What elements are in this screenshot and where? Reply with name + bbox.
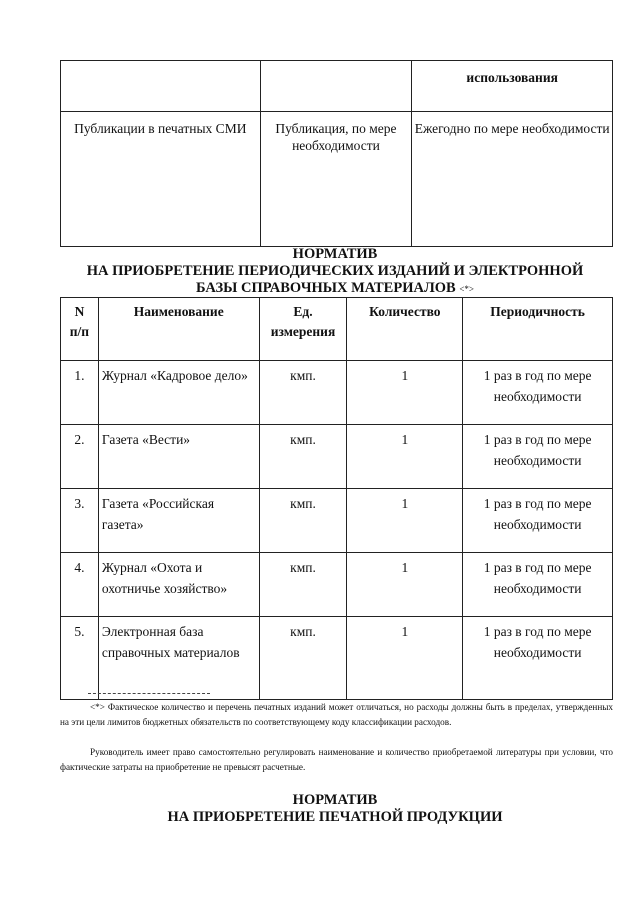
row-unit: кмп. bbox=[259, 489, 347, 553]
table-row bbox=[61, 425, 613, 489]
row-period: 1 раз в год по мере необходимости bbox=[463, 617, 613, 700]
header-qty: Количество bbox=[347, 298, 463, 361]
row-qty: 1 bbox=[347, 361, 463, 425]
section-heading-printed-products bbox=[40, 792, 630, 826]
heading-title: НОРМАТИВ bbox=[292, 792, 378, 808]
header-period: Периодичность bbox=[463, 298, 613, 361]
row-qty: 1 bbox=[347, 425, 463, 489]
section-heading-periodicals bbox=[40, 246, 630, 298]
top-table-header-cell-1 bbox=[61, 61, 261, 112]
footnote-1: <*> Фактическое количество и перечень печатных изданий может отличаться, но расходы должны быть в пределах, утвержденных на эти цели лимитов бюджетных обязательств по соответствующему коду классификации расходов. bbox=[60, 702, 613, 727]
row-unit: кмп. bbox=[259, 425, 347, 489]
header-num-line2: п/п bbox=[69, 324, 90, 339]
top-table-cell-publication-type: Публикации в печатных СМИ bbox=[61, 112, 261, 247]
row-name: Газета «Российская газета» bbox=[98, 489, 259, 553]
header-unit bbox=[259, 298, 347, 361]
row-qty: 1 bbox=[347, 553, 463, 617]
row-name: Журнал «Кадровое дело» bbox=[98, 361, 259, 425]
row-unit: кмп. bbox=[259, 361, 347, 425]
heading-subtitle-line-2 bbox=[40, 280, 630, 298]
header-unit-line1: Ед. bbox=[293, 304, 313, 319]
top-table-header-row bbox=[61, 61, 613, 112]
top-table-header-continuation: использования bbox=[412, 61, 613, 112]
table-header-row bbox=[61, 298, 613, 361]
heading-subtitle-line: НА ПРИОБРЕТЕНИЕ ПЕЧАТНОЙ ПРОДУКЦИИ bbox=[167, 809, 503, 825]
table-row bbox=[61, 617, 613, 700]
table-row bbox=[61, 489, 613, 553]
row-period: 1 раз в год по мере необходимости bbox=[463, 553, 613, 617]
footnote-separator bbox=[88, 693, 210, 694]
row-period: 1 раз в год по мере необходимости bbox=[463, 489, 613, 553]
row-name: Журнал «Охота и охотничье хозяйство» bbox=[98, 553, 259, 617]
row-num: 4. bbox=[61, 553, 99, 617]
top-table-cell-publication-mode: Публикация, по мере необходимости bbox=[260, 112, 412, 247]
footnote-marker: <*> bbox=[459, 284, 474, 294]
top-table bbox=[60, 60, 613, 247]
top-table-header-cell-2 bbox=[260, 61, 412, 112]
row-period: 1 раз в год по мере необходимости bbox=[463, 361, 613, 425]
row-qty: 1 bbox=[347, 489, 463, 553]
footnote-2: Руководитель имеет право самостоятельно регулировать наименование и количество приобретаемой литературы при условии, что фактические затраты на приобретение не превысят расчетные. bbox=[60, 747, 613, 772]
header-name: Наименование bbox=[98, 298, 259, 361]
top-table-cell-frequency: Ежегодно по мере необходимости bbox=[412, 112, 613, 247]
row-qty: 1 bbox=[347, 617, 463, 700]
header-unit-line2: измерения bbox=[270, 324, 336, 339]
table-row bbox=[61, 553, 613, 617]
row-unit: кмп. bbox=[259, 553, 347, 617]
top-table-row bbox=[61, 112, 613, 247]
heading-subtitle-line: НА ПРИОБРЕТЕНИЕ ПЕРИОДИЧЕСКИХ ИЗДАНИЙ И ЭЛЕКТРОННОЙ bbox=[86, 263, 584, 279]
row-period: 1 раз в год по мере необходимости bbox=[463, 425, 613, 489]
heading-subtitle-text: БАЗЫ СПРАВОЧНЫХ МАТЕРИАЛОВ bbox=[196, 280, 456, 296]
row-num: 3. bbox=[61, 489, 99, 553]
row-num: 5. bbox=[61, 617, 99, 700]
norm-table-periodicals bbox=[60, 297, 613, 700]
header-num-line1: N bbox=[74, 304, 85, 319]
row-name: Электронная база справочных материалов bbox=[98, 617, 259, 700]
heading-title: НОРМАТИВ bbox=[292, 246, 378, 262]
row-name: Газета «Вести» bbox=[98, 425, 259, 489]
row-num: 1. bbox=[61, 361, 99, 425]
header-num bbox=[61, 298, 99, 361]
table-row bbox=[61, 361, 613, 425]
row-unit: кмп. bbox=[259, 617, 347, 700]
row-num: 2. bbox=[61, 425, 99, 489]
